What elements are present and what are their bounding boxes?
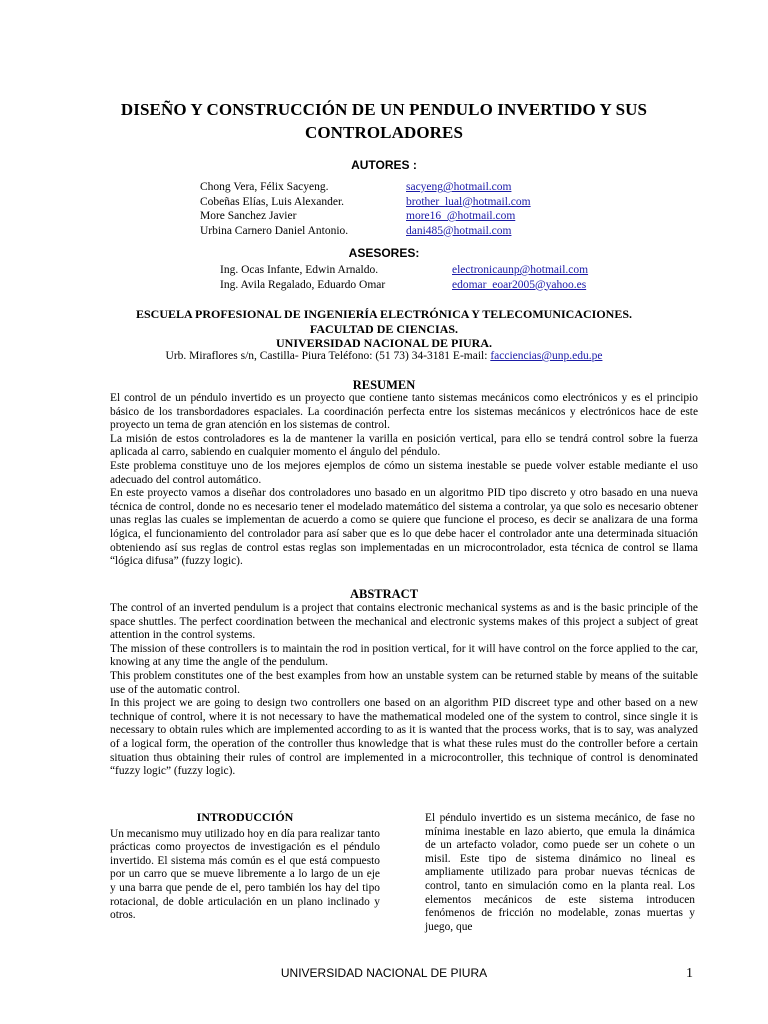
address-text: Urb. Miraflores s/n, Castilla- Piura Teléfono: (51 73) 34-3181 E-mail: [165,350,491,362]
abstract-paragraph: In this project we are going to design two controllers one based on an algorithm PID discreet type and other based on a new technique of control, where it is not necessary to have the mathematical modeled one of the system to control, since single it is necessary to obtain rules which are implemented according to as it is wanted that the process works, that is to say, was analyzed of a logical form, the operation of the controller thus knowledge that is what these rules must do the controller before a certain situation thus obtaining their rules of control are implemented in a microcontroller, this technique of control is denominated “fuzzy logic” (fuzzy logic). [110,697,698,778]
author-name: Chong Vera, Félix Sacyeng. [200,181,329,193]
intro-left-paragraph: Un mecanismo muy utilizado hoy en día para realizar tanto prácticas como proyectos de investigación es el péndulo invertido. El sistema más común es el que está compuesto por un carro que se mueve libremente a lo largo de un eje y una barra que pende de el, pero también los hay del tipo rotacional, de doble articulación en un plano inclinado y otros. [110,827,380,922]
author-name: More Sanchez Javier [200,210,297,222]
author-email-link[interactable]: more16_@hotmail.com [406,210,516,222]
abstract-paragraph: The mission of these controllers is to maintain the rod in position vertical, for it will have control on the force applied to the car, knowing at any time the angle of the pendulum. [110,642,698,669]
intro-right-column [425,812,695,934]
author-name: Cobeñas Elías, Luis Alexander. [200,195,345,208]
school-name: ESCUELA PROFESIONAL DE INGENIERÍA ELECTRÓNICA Y TELECOMUNICACIONES. [136,307,632,321]
address-line [0,350,768,362]
resumen-paragraph: En este proyecto vamos a diseñar dos controladores uno basado en un algoritmo PID tipo discreto y otro basado en una nueva técnica de control, donde no es necesario tener el modelado matemático del sistema a controlar, ya que solo es necesario obtener unas reglas las cuales se implementan de acuerdo a como se quiere que funcione el proceso, es decir se analizara de una forma lógica, el funcionamiento del controlador para así saber que es lo que debe hacer el controlador ante una determinada situación obteniendo así sus reglas de control estas reglas son implementadas en un microcontrolador, esta técnica de control se llama “lógica difusa” (fuzzy logic). [110,487,698,568]
resumen-paragraph: La misión de estos controladores es la de mantener la varilla en posición vertical, para ello se tendrá control sobre la fuerza aplicada al carro, sabiendo en cualquier momento el ángulo del péndulo. [110,432,698,459]
author-email-link[interactable]: sacyeng@hotmail.com [406,181,512,193]
advisors-heading: ASESORES: [348,246,420,260]
abstract-heading: ABSTRACT [349,587,419,601]
resumen-body [110,392,698,569]
author-name: Urbina Carnero Daniel Antonio. [200,224,349,237]
abstract-body [110,602,698,779]
intro-left-column [110,811,380,923]
institution-block [0,307,768,351]
resumen-paragraph: Este problema constituye uno de los mejores ejemplos de cómo un sistema inestable se puede volver estable mediante el uso adecuado del control automático. [110,459,698,486]
advisor-name: Ing. Ocas Infante, Edwin Arnaldo. [220,264,379,276]
advisor-email-link[interactable]: electronicaunp@hotmail.com [452,264,589,276]
page-number: 1 [686,966,693,981]
intro-heading: INTRODUCCIÓN [196,810,294,824]
paper-title: DISEÑO Y CONSTRUCCIÓN DE UN PENDULO INVERTIDO Y SUS CONTROLADORES [120,100,648,142]
resumen-paragraph: El control de un péndulo invertido es un proyecto que contiene tanto sistemas mecánicos como electrónicos y es el principio básico de los transbordadores espaciales. La coordinación perfecta entre los sistemas mecánicos y electrónicos hace de este proyecto un tema de gran atención en los sistemas de control. [110,392,698,432]
author-email-link[interactable]: brother_lual@hotmail.com [406,195,531,208]
resumen-heading: RESUMEN [352,378,416,392]
authors-heading: AUTORES : [351,158,417,172]
faculty-email-link[interactable]: facciencias@unp.edu.pe [490,350,603,362]
abstract-paragraph: The control of an inverted pendulum is a project that contains electronic mechanical systems as and is the basic principle of the space shuttles. The perfect coordination between the mechanical and electronic systems makes of this project a subject of great attention in the control systems. [110,602,698,642]
advisor-name: Ing. Avila Regalado, Eduardo Omar [220,278,386,291]
abstract-paragraph: This problem constitutes one of the best examples from how an unstable system can be returned stable by means of the suitable use of the automatic control. [110,669,698,696]
intro-right-paragraph: El péndulo invertido es un sistema mecánico, de fase no mínima inestable en lazo abierto, que emula la dinámica de un artefacto volador, como puede ser un cohete o un misil. Este tipo de sistema dinámico no lineal es ampliamente utilizado para probar nuevas técnicas de control, tanto en simulación como en la planta real. Los elementos mecánicos de este sistema introducen fenómenos de fricción no modelable, zonas muertas y juego, que [425,812,695,933]
faculty-name: FACULTAD DE CIENCIAS. [309,321,459,336]
advisor-email-link[interactable]: edomar_eoar2005@yahoo.es [452,278,587,291]
university-name: UNIVERSIDAD NACIONAL DE PIURA. [275,336,493,350]
page-footer: UNIVERSIDAD NACIONAL DE PIURA [280,966,488,980]
author-email-link[interactable]: dani485@hotmail.com [406,224,512,237]
